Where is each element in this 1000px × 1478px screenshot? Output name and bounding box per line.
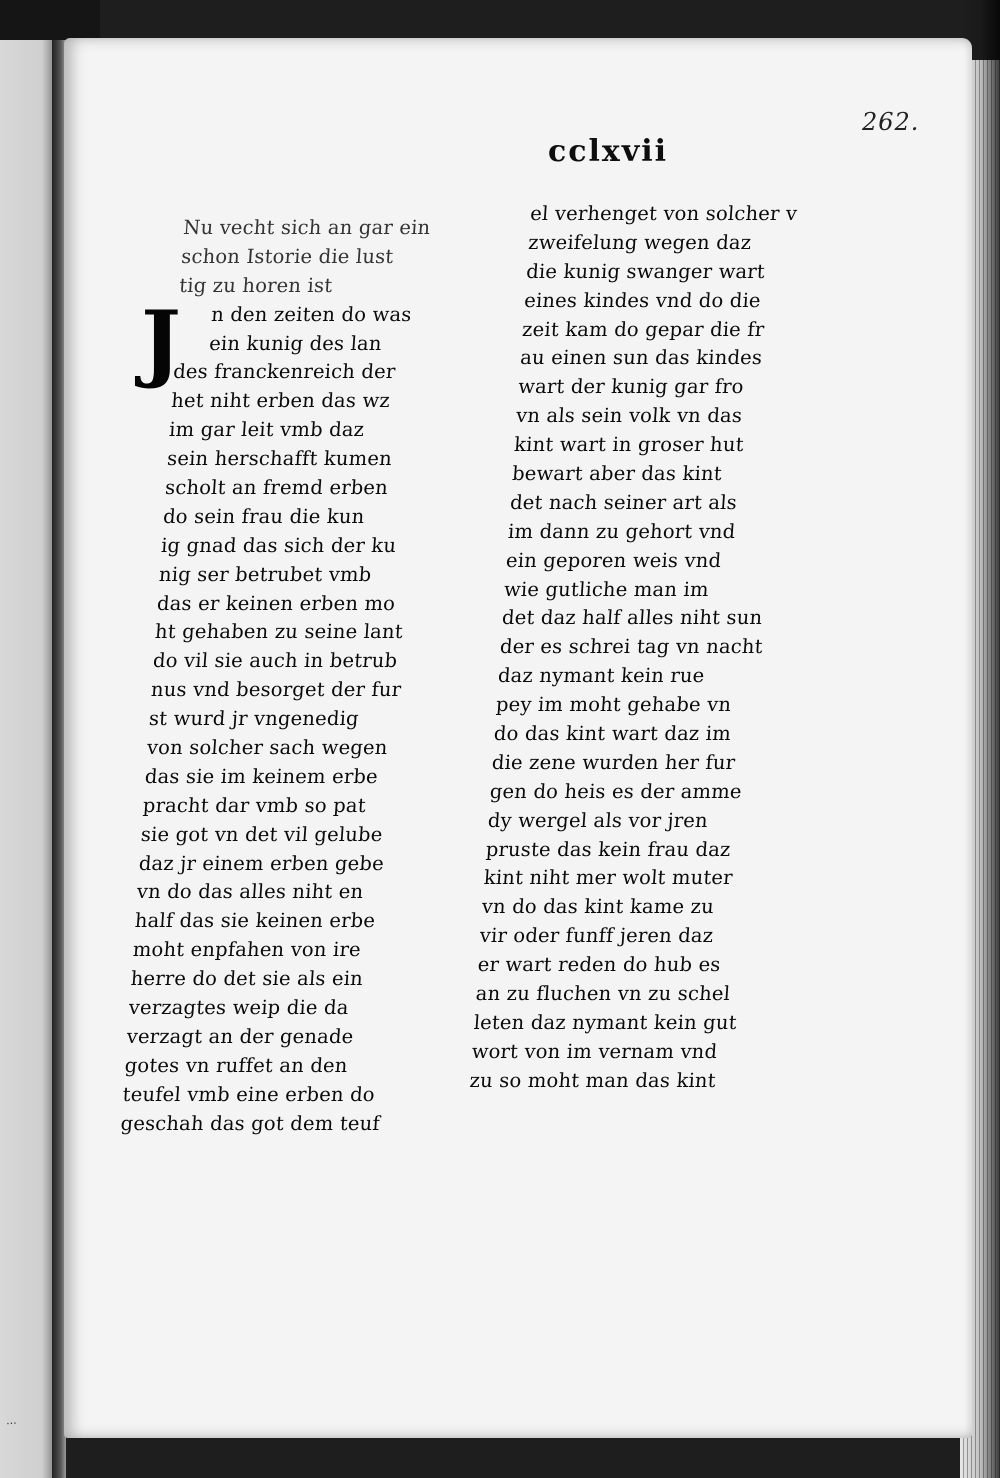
text-line: do sein frau die kun — [162, 504, 366, 528]
drop-cap-initial: J — [141, 292, 181, 391]
text-line: zeit kam do gepar die fr — [521, 317, 766, 341]
text-line: er wart reden do hub es — [477, 953, 722, 977]
text-line: kint niht mer wolt muter — [483, 866, 734, 890]
text-line: el verhenget von solcher v — [529, 202, 799, 225]
text-line: geschah das got dem teuf — [119, 1111, 381, 1135]
text-line: moht enpfahen von ire — [132, 938, 362, 962]
text-line: vn do das kint kame zu — [481, 895, 715, 919]
text-line: von solcher sach wegen — [146, 736, 389, 760]
text-line: dy wergel als vor jren — [487, 808, 709, 832]
text-line: n den zeiten do was — [210, 302, 413, 326]
text-line: ein geporen weis vnd — [505, 548, 723, 572]
text-line: nus vnd besorget der fur — [150, 678, 403, 702]
margin-stamp: ... — [5, 1413, 17, 1428]
text-line: im gar leit vmb daz — [168, 418, 366, 442]
chapter-rubric — [178, 214, 494, 301]
roman-numeral-header: cclxvii — [548, 134, 669, 169]
text-line: scholt an fremd erben — [164, 476, 389, 500]
rubric-line: tig zu horen ist — [178, 273, 334, 297]
text-line: sie got vn det vil gelube — [140, 822, 384, 846]
text-line: pey im moht gehabe vn — [495, 693, 733, 717]
text-line: herre do det sie als ein — [130, 967, 364, 991]
text-line: an zu fluchen vn zu schel — [475, 982, 731, 1006]
text-line: daz nymant kein rue — [497, 664, 706, 688]
text-line: wie gutliche man im — [503, 577, 710, 601]
rubric-line: schon Istorie die lust — [180, 244, 395, 268]
text-line: des franckenreich der — [172, 360, 397, 384]
text-line: ein kunig des lan — [208, 331, 383, 355]
text-line: do das kint wart daz im — [493, 722, 732, 746]
text-line: vir oder funff jeren daz — [479, 924, 715, 948]
text-line: teufel vmb eine erben do — [121, 1082, 376, 1106]
rubric-line: Nu vecht sich an gar ein — [182, 216, 432, 239]
text-line: das sie im keinem erbe — [144, 764, 379, 788]
left-text-column — [120, 214, 495, 1139]
text-line: vn als sein volk vn das — [515, 404, 743, 428]
text-line: pracht dar vmb so pat — [142, 793, 367, 817]
text-line: der es schrei tag vn nacht — [499, 635, 764, 659]
text-line: ig gnad das sich der ku — [160, 533, 397, 557]
text-line: sein herschafft kumen — [166, 447, 393, 471]
text-line: zweifelung wegen daz — [527, 230, 753, 254]
text-line: vn do das alles niht en — [136, 880, 365, 904]
text-line: verzagt an der genade — [126, 1024, 355, 1048]
text-line: het niht erben das wz — [170, 389, 391, 413]
text-line: wart der kunig gar fro — [517, 375, 745, 399]
text-line: gotes vn ruffet an den — [123, 1053, 349, 1077]
text-line: verzagtes weip die da — [128, 996, 350, 1020]
text-line: im dann zu gehort vnd — [507, 519, 737, 543]
text-line: leten daz nymant kein gut — [472, 1010, 738, 1034]
text-line: kint wart in groser hut — [513, 433, 745, 457]
folio-number: 262. — [862, 108, 920, 136]
text-line: die kunig swanger wart — [525, 259, 766, 283]
text-line: au einen sun das kindes — [519, 346, 763, 370]
right-text-column — [469, 200, 852, 1096]
text-line: zu so moht man das kint — [468, 1068, 717, 1092]
text-line: pruste das kein frau daz — [485, 837, 732, 861]
text-line: eines kindes vnd do die — [523, 288, 762, 312]
text-line: do vil sie auch in betrub — [152, 649, 399, 673]
text-line: die zene wurden her fur — [491, 750, 737, 774]
text-line: bewart aber das kint — [511, 462, 723, 486]
previous-page-edge — [0, 40, 60, 1478]
text-line: gen do heis es der amme — [489, 779, 743, 803]
text-line: st wurd jr vngenedig — [148, 707, 360, 731]
text-line: det nach seiner art als — [509, 490, 738, 514]
text-line: half das sie keinen erbe — [134, 909, 376, 933]
text-line: daz jr einem erben gebe — [138, 851, 385, 875]
text-line: wort von im vernam vnd — [470, 1039, 719, 1063]
text-line: das er keinen erben mo — [156, 591, 397, 615]
text-line: nig ser betrubet vmb — [158, 562, 373, 586]
text-line: ht gehaben zu seine lant — [154, 620, 404, 644]
text-line: det daz half alles niht sun — [501, 606, 764, 630]
